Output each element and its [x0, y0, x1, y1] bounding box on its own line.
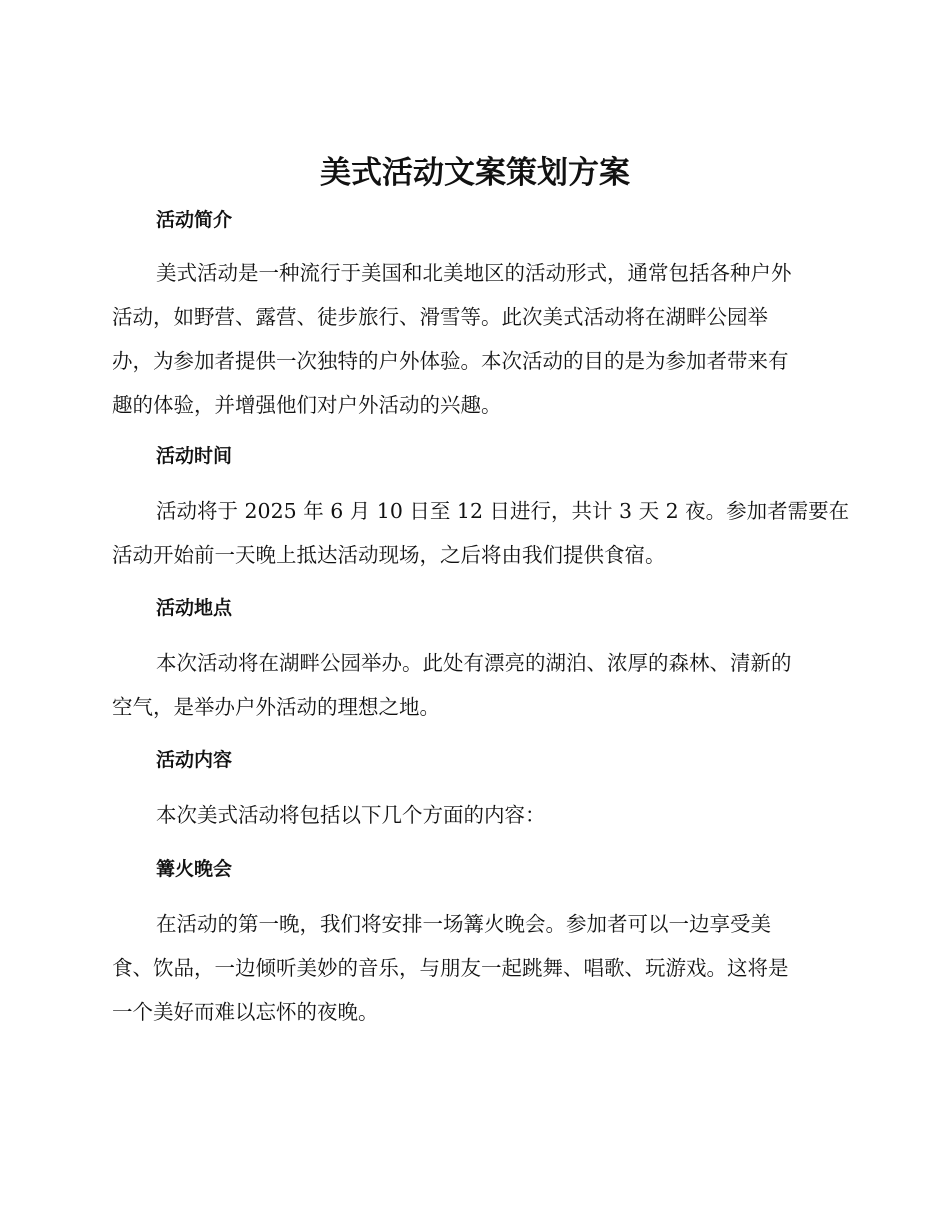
paragraph-line: 活动将于 2025 年 6 月 10 日至 12 日进行，共计 3 天 2 夜。参加者需要在 — [156, 499, 850, 523]
paragraph-line: 活动开始前一天晚上抵达活动现场，之后将由我们提供食宿。 — [112, 543, 666, 567]
paragraph-line: 空气，是举办户外活动的理想之地。 — [112, 695, 440, 719]
section-paragraph-bonfire — [112, 902, 832, 1034]
paragraph-line: 食、饮品，一边倾听美妙的音乐，与朋友一起跳舞、唱歌、玩游戏。这将是 — [112, 956, 789, 980]
section-heading-bonfire: 篝火晚会 — [156, 858, 233, 880]
section-paragraph-content — [112, 793, 832, 837]
paragraph-line: 一个美好而难以忘怀的夜晚。 — [112, 1000, 379, 1024]
paragraph-line: 活动，如野营、露营、徒步旅行、滑雪等。此次美式活动将在湖畔公园举 — [112, 305, 768, 329]
paragraph-line: 本次美式活动将包括以下几个方面的内容： — [156, 803, 546, 827]
paragraph-line: 本次活动将在湖畔公园举办。此处有漂亮的湖泊、浓厚的森林、清新的 — [156, 651, 792, 675]
section-paragraph-time — [112, 489, 850, 577]
paragraph-line: 办，为参加者提供一次独特的户外体验。本次活动的目的是为参加者带来有 — [112, 349, 789, 373]
paragraph-line: 趣的体验，并增强他们对户外活动的兴趣。 — [112, 393, 502, 417]
paragraph-line: 美式活动是一种流行于美国和北美地区的活动形式，通常包括各种户外 — [156, 261, 792, 285]
section-paragraph-location — [112, 641, 832, 729]
document-title: 美式活动文案策划方案 — [320, 155, 630, 191]
section-heading-time: 活动时间 — [156, 445, 233, 467]
section-heading-location: 活动地点 — [156, 597, 233, 619]
section-heading-content: 活动内容 — [156, 749, 233, 771]
paragraph-line: 在活动的第一晚，我们将安排一场篝火晚会。参加者可以一边享受美 — [156, 912, 771, 936]
section-paragraph-intro — [112, 251, 832, 427]
section-heading-intro: 活动简介 — [156, 209, 233, 231]
